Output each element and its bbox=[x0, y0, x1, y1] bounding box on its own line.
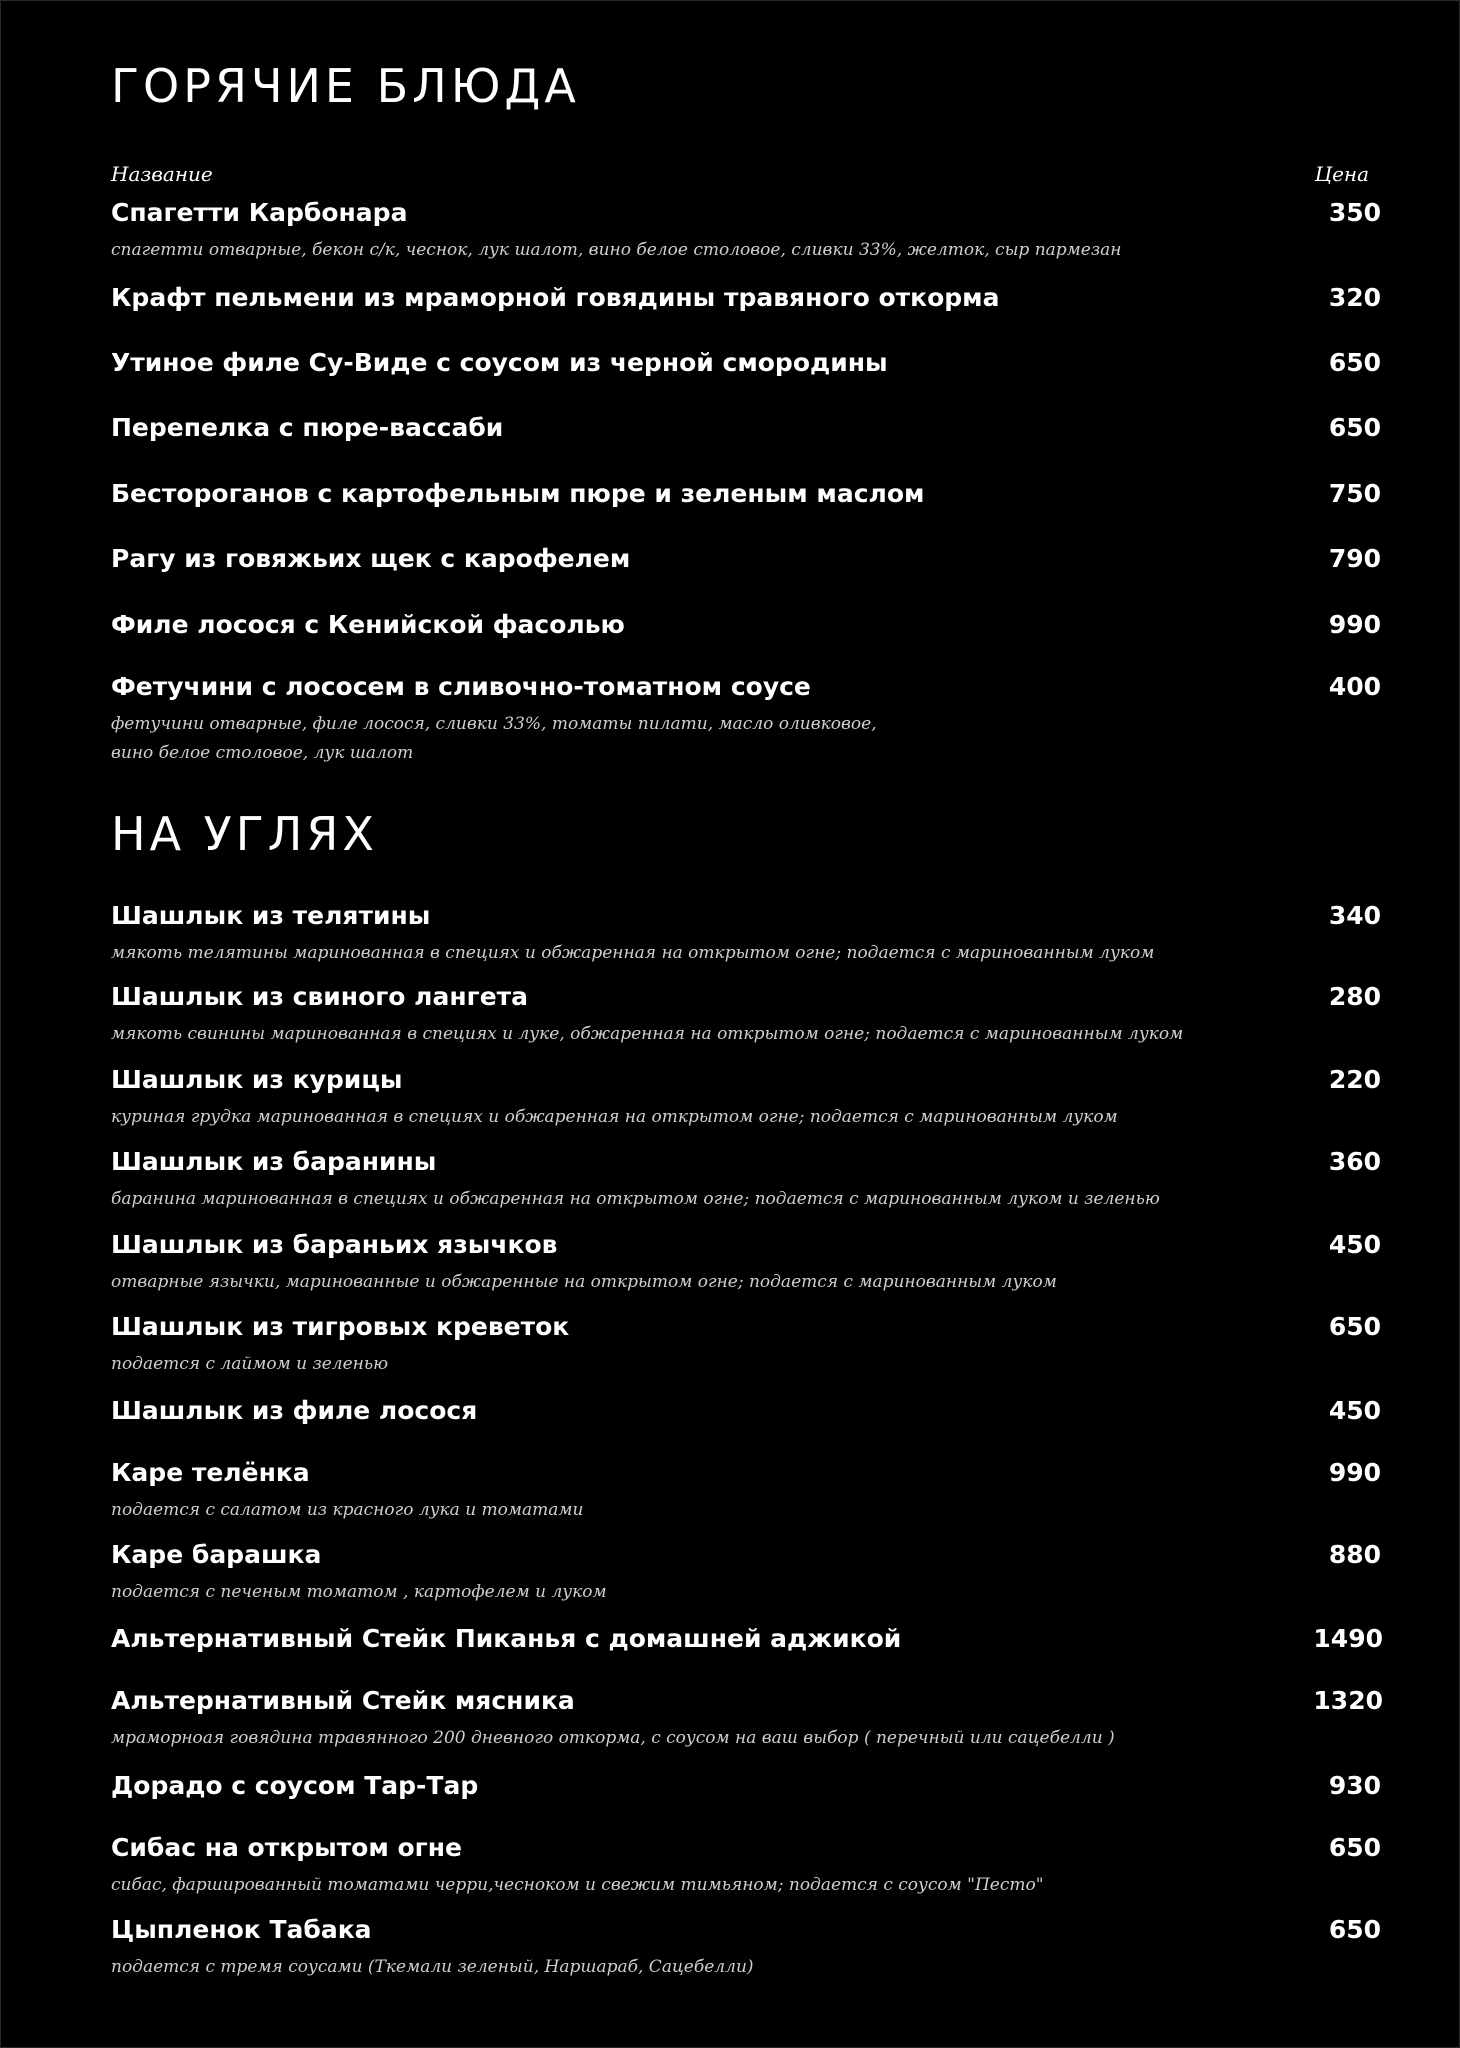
menu-item bbox=[111, 1232, 1381, 1312]
menu-item-price: 990 bbox=[1328, 1458, 1381, 1487]
menu-item-description: подается с печеным томатом , картофелем и луком bbox=[111, 1582, 607, 1602]
menu-item-description: мякоть свинины маринованная в специях и луке, обжаренная на открытом огне; подается с маринованным луком bbox=[111, 1024, 1184, 1044]
menu-item-name: Спагетти Карбонара bbox=[111, 198, 408, 227]
menu-item-name: Филе лосося с Кенийской фасолью bbox=[111, 610, 625, 639]
menu-item-price: 650 bbox=[1328, 348, 1381, 377]
menu-item-price: 280 bbox=[1328, 982, 1381, 1011]
menu-item bbox=[111, 674, 1381, 784]
menu-item-name: Бесторoганов с картофельным пюре и зеленым маслом bbox=[111, 479, 925, 508]
menu-item-description: подается с салатом из красного лука и томатами bbox=[111, 1500, 584, 1520]
menu-item-price: 340 bbox=[1328, 901, 1381, 930]
menu-item-name: Шашлык из телятины bbox=[111, 901, 431, 930]
menu-item-description: подается с лаймом и зеленью bbox=[111, 1354, 389, 1374]
section-title-grill: НА УГЛЯХ bbox=[111, 807, 378, 861]
menu-item bbox=[111, 1460, 1381, 1540]
menu-item-price: 880 bbox=[1328, 1540, 1381, 1569]
menu-item-name: Сибас на открытом огне bbox=[111, 1833, 462, 1862]
menu-item-price: 990 bbox=[1328, 610, 1381, 639]
menu-item-name: Каре телёнка bbox=[111, 1458, 310, 1487]
menu-item-name: Фетучини с лососем в сливочно-томатном соусе bbox=[111, 672, 811, 701]
menu-item-name: Альтернативный Стейк Пиканья с домашней аджикой bbox=[111, 1624, 902, 1653]
menu-item-price: 930 bbox=[1328, 1771, 1381, 1800]
menu-item-name: Шашлык из свиного лангета bbox=[111, 982, 529, 1011]
menu-item-price: 650 bbox=[1328, 1312, 1381, 1341]
menu-item-name: Шашлык из тигровых креветок bbox=[111, 1312, 570, 1341]
menu-item bbox=[111, 903, 1381, 983]
menu-item-name: Шашлык из филе лосося bbox=[111, 1396, 478, 1425]
menu-item bbox=[111, 1542, 1381, 1622]
menu-item bbox=[111, 1917, 1381, 1997]
menu-item-name: Дорадо с соусом Тар-Тар bbox=[111, 1771, 479, 1800]
menu-item-price: 450 bbox=[1328, 1230, 1381, 1259]
menu-item-name: Шашлык из баранины bbox=[111, 1147, 437, 1176]
menu-item-name: Крафт пельмени из мраморной говядины травяного откорма bbox=[111, 283, 1000, 312]
menu-item-name: Альтернативный Стейк мясника bbox=[111, 1686, 575, 1715]
menu-item-description: спагетти отварные, бекон с/к, чеснок, лук шалот, вино белое столовое, сливки 33%, желток, сыр пармезан bbox=[111, 240, 1122, 260]
menu-item-description: подается с тремя соусами (Ткемали зеленый, Наршараб, Сацебелли) bbox=[111, 1957, 754, 1977]
menu-item-name: Каре барашка bbox=[111, 1540, 322, 1569]
menu-item-price: 220 bbox=[1328, 1065, 1381, 1094]
menu-item-description: фетучини отварные, филе лосося, сливки 33%, томаты пилати, масло оливковое, bbox=[111, 714, 877, 734]
menu-item-price: 350 bbox=[1328, 198, 1381, 227]
menu-item-name: Перепелка с пюре-вассаби bbox=[111, 413, 504, 442]
menu-item-description: мякоть телятины маринованная в специях и обжаренная на открытом огне; подается с маринованным луком bbox=[111, 943, 1155, 963]
menu-item bbox=[111, 1688, 1383, 1768]
menu-item-price: 360 bbox=[1328, 1147, 1381, 1176]
menu-item-name: Шашлык из бараньих язычков bbox=[111, 1230, 558, 1259]
menu-item-description: отварные язычки, маринованные и обжаренные на открытом огне; подается с маринованным луком bbox=[111, 1272, 1057, 1292]
menu-item bbox=[111, 1835, 1381, 1915]
menu-item bbox=[111, 1149, 1381, 1229]
menu-item bbox=[111, 1314, 1381, 1394]
column-header-name: Название bbox=[111, 162, 213, 186]
menu-item-price: 450 bbox=[1328, 1396, 1381, 1425]
menu-item bbox=[111, 1067, 1381, 1147]
menu-item-name: Цыпленок Табака bbox=[111, 1915, 372, 1944]
menu-item-price: 650 bbox=[1328, 1833, 1381, 1862]
menu-item-price: 1490 bbox=[1313, 1624, 1383, 1653]
menu-item-name: Шашлык из курицы bbox=[111, 1065, 403, 1094]
menu-item-description: вино белое столовое, лук шалот bbox=[111, 743, 414, 763]
menu-item-price: 750 bbox=[1328, 479, 1381, 508]
section-title-hot-dishes: ГОРЯЧИЕ БЛЮДА bbox=[111, 59, 580, 113]
menu-item-description: баранина маринованная в специях и обжаренная на открытом огне; подается с маринованным луком и зеленью bbox=[111, 1189, 1160, 1209]
menu-item-price: 1320 bbox=[1313, 1686, 1383, 1715]
menu-item-name: Утиное филе Су-Виде с соусом из черной смородины bbox=[111, 348, 888, 377]
menu-item-price: 320 bbox=[1328, 283, 1381, 312]
menu-item-name: Рагу из говяжьих щек с карофелем bbox=[111, 544, 631, 573]
menu-item bbox=[111, 200, 1381, 280]
menu-item-description: сибас, фаршированный томатами черри,чесноком и свежим тимьяном; подается с соусом "Песто" bbox=[111, 1875, 1044, 1895]
menu-item-description: мраморноая говядина травянного 200 дневного откорма, с соусом на ваш выбор ( перечный или сацебелли ) bbox=[111, 1728, 1115, 1748]
menu-item-description: куриная грудка маринованная в специях и обжаренная на открытом огне; подается с маринованным луком bbox=[111, 1107, 1118, 1127]
menu-item bbox=[111, 984, 1381, 1064]
column-header-price: Цена bbox=[1314, 162, 1369, 186]
menu-item-price: 650 bbox=[1328, 1915, 1381, 1944]
menu-item-price: 650 bbox=[1328, 413, 1381, 442]
menu-item-price: 790 bbox=[1328, 544, 1381, 573]
menu-item-price: 400 bbox=[1328, 672, 1381, 701]
